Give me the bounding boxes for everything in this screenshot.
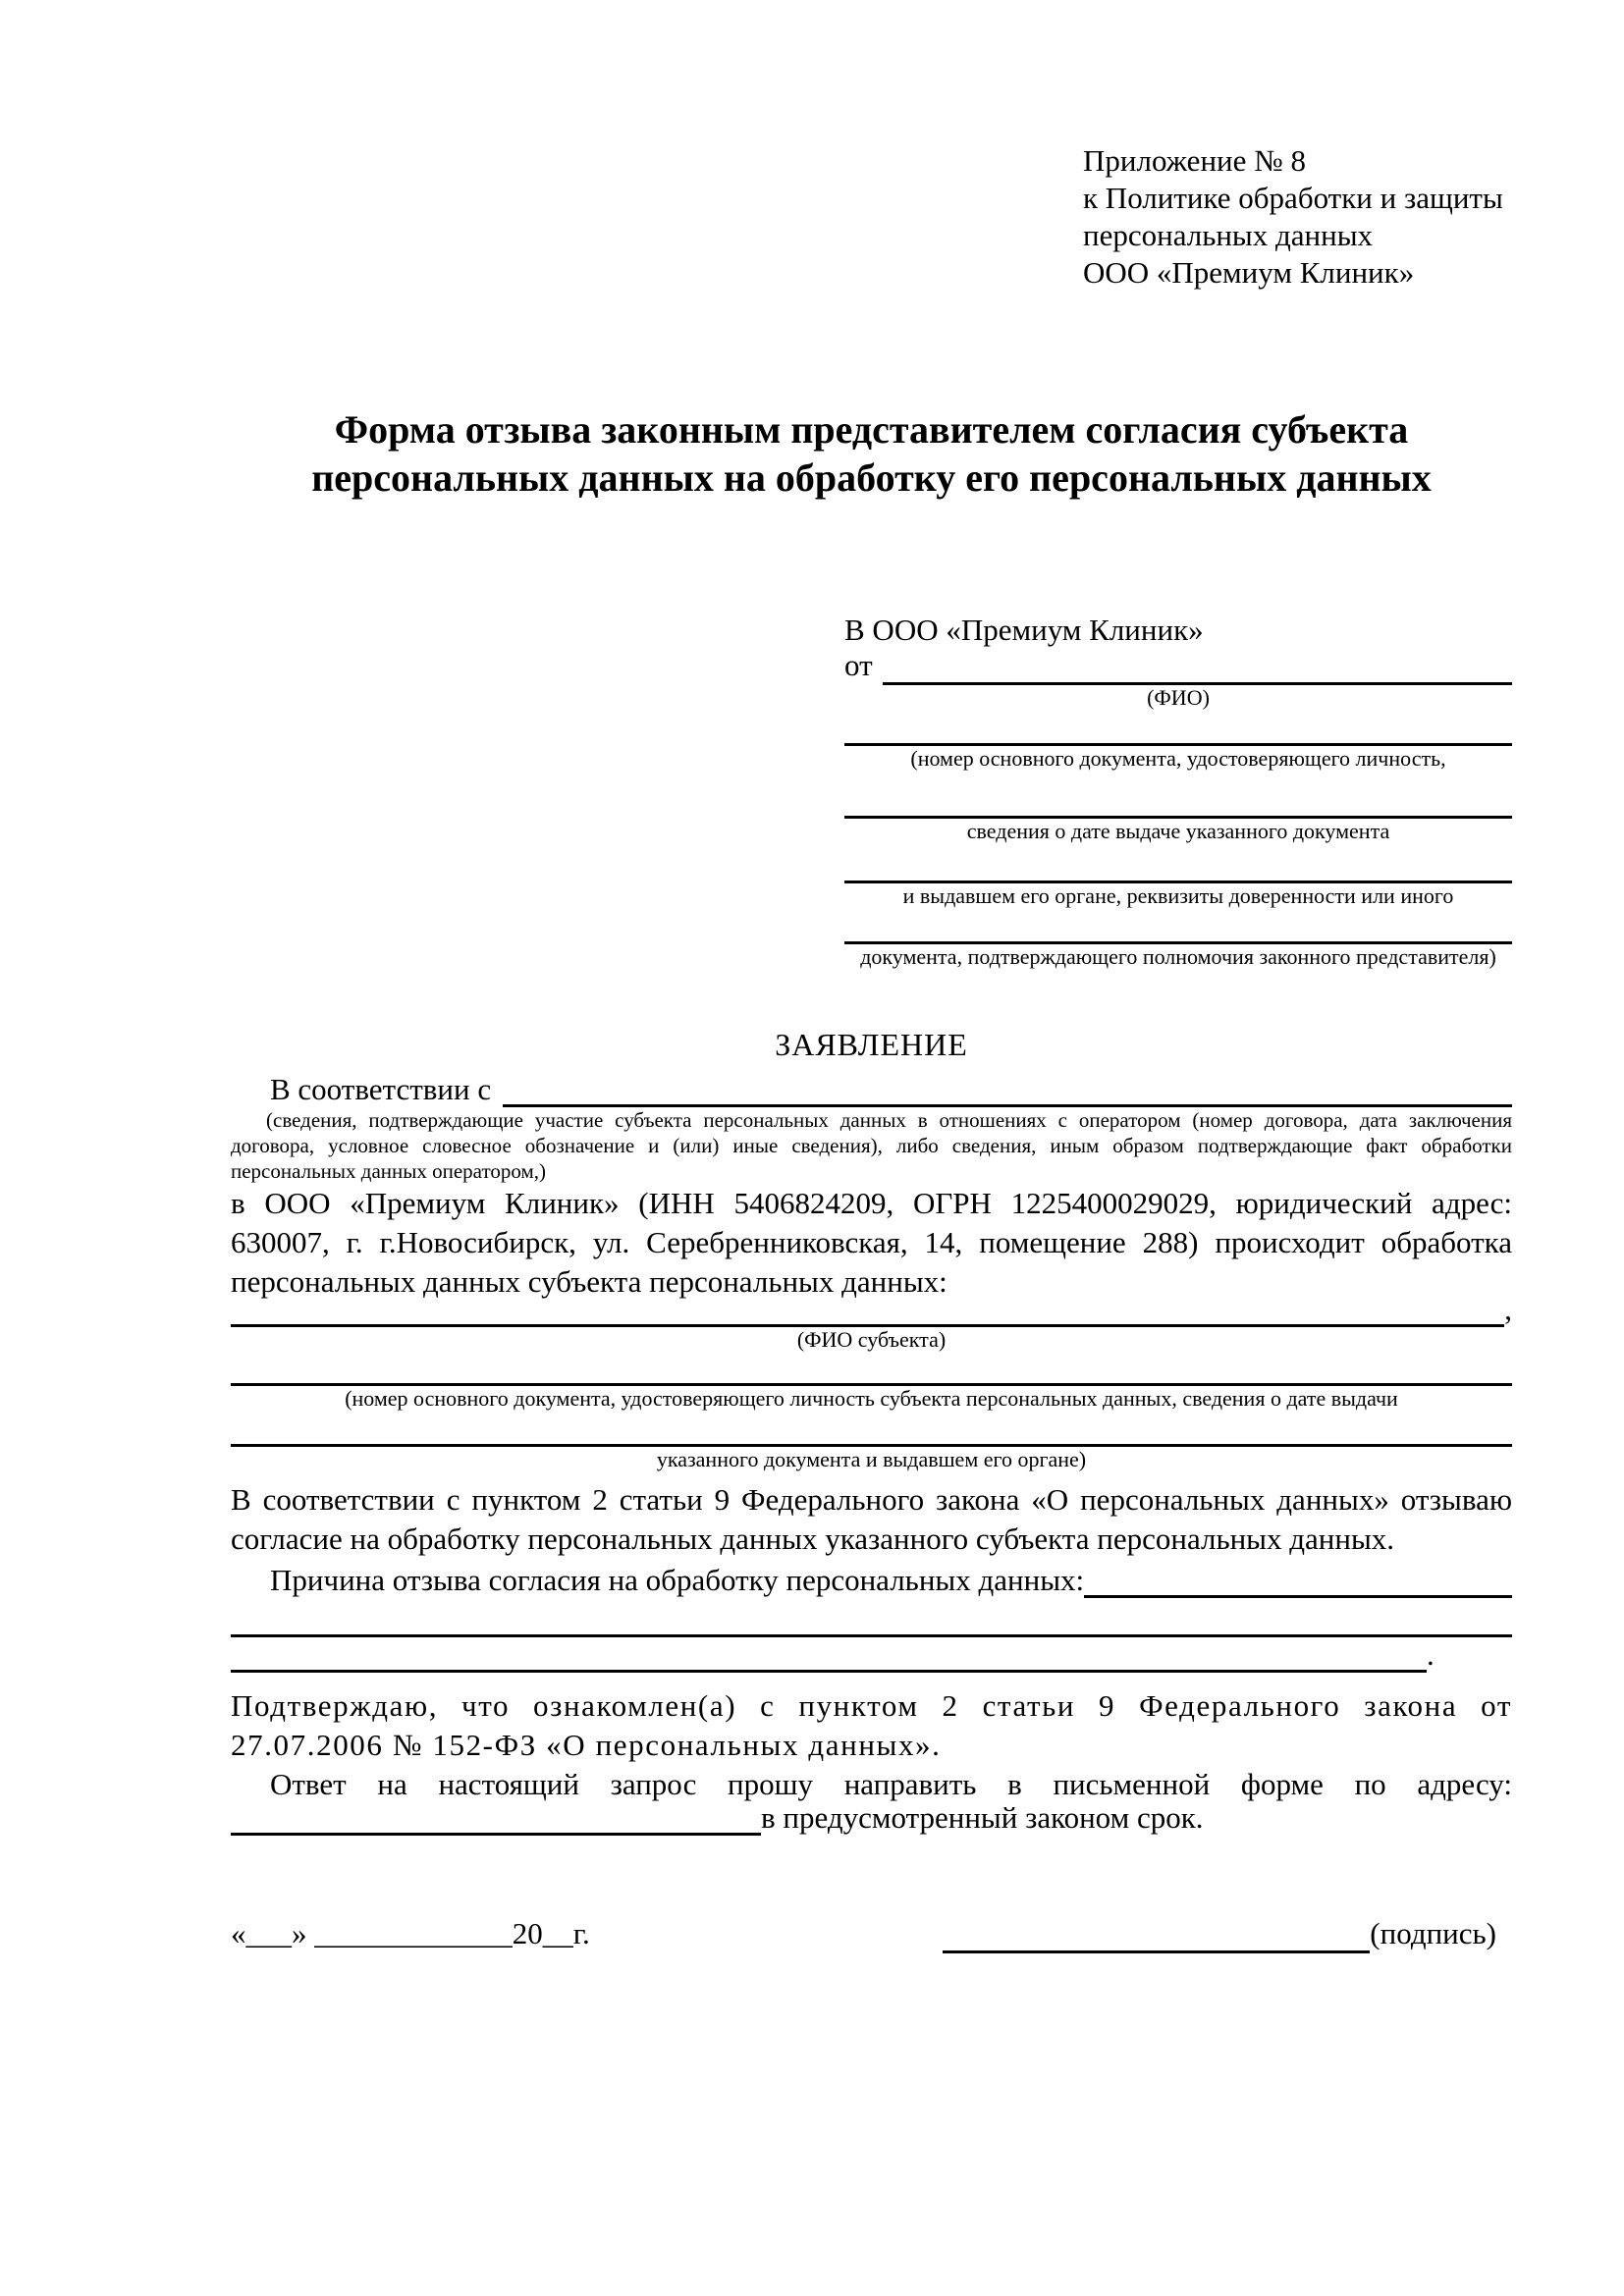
date-line: «___» _____________20__г. [231, 1916, 590, 1950]
appendix-line-1: Приложение № 8 [1083, 143, 1306, 178]
id-document-blank-field-3 [844, 858, 1512, 883]
id-document-blank-field-4 [844, 919, 1512, 944]
reply-request-paragraph: Ответ на настоящий запрос прошу направить в письменной форме по адресу: [270, 1767, 1512, 1801]
subject-doc-blank-field-2 [231, 1421, 1512, 1447]
subject-fio-comma: , [1504, 1292, 1512, 1326]
id-document-caption-2: сведения о дате выдаче указанного документа [966, 819, 1390, 843]
subject-fio-caption: (ФИО субъекта) [796, 1327, 947, 1352]
reply-address-row [231, 1800, 1512, 1836]
subject-doc-caption-1: (номер основного документа, удостоверяющего личность субъекта персональных данных, сведения о дате выдачи [345, 1386, 1398, 1411]
subject-fio-row [231, 1292, 1512, 1327]
withdrawal-paragraph: В соответствии с пунктом 2 статьи 9 Федерального закона «О персональных данных» отзываю согласие на обработку персональных данных указанного субъекта персональных данных. [231, 1482, 1512, 1556]
subject-doc-caption-2: указанного документа и выдавшем его органе) [656, 1447, 1087, 1471]
id-document-caption-1: (номер основного документа, удостоверяющего личность, [910, 746, 1446, 771]
recipient-block [844, 611, 1512, 970]
id-document-caption-3: и выдавшем его органе, реквизиты доверенности или иного [902, 883, 1454, 908]
reason-blank-field [1084, 1595, 1512, 1598]
accordance-label: В соответствии с [270, 1072, 492, 1106]
operator-paragraph: в ООО «Премиум Клиник» (ИНН 5406824209, ОГРН 1225400029029, юридический адрес: 630007, г. г.Новосибирск, ул. Серебренниковская, 14, помещение 288) происходит обработка персональных данных субъекта персональных данных: [231, 1186, 1512, 1299]
reason-extra-blank-field-1 [231, 1612, 1512, 1637]
signature-blank-field [943, 1924, 1370, 1953]
subject-doc-blank-field-1 [231, 1361, 1512, 1386]
appendix-line-4: ООО «Премиум Клиник» [1083, 255, 1415, 290]
appendix-line-2: к Политике обработки и защиты [1083, 181, 1503, 215]
reason-extra-row-2 [231, 1637, 1512, 1673]
confirmation-paragraph: Подтверждаю, что ознакомлен(а) с пунктом 2 статьи 9 Федерального закона от 27.07.2006 № 152-ФЗ «О персональных данных». [231, 1688, 1512, 1762]
fine-print-note: (сведения, подтверждающие участие субъекта персональных данных в отношениях с оператором (номер договора, дата заключения договора, условное словесное обозначение и (или) иные сведения), либо сведения, иным образом подтверждающие факт обработки персональных данных оператором,) [231, 1108, 1512, 1183]
reason-extra-blank-field-2 [231, 1647, 1427, 1673]
reason-period: . [1427, 1637, 1435, 1672]
reply-suffix: в предусмотренный законом срок. [761, 1800, 1204, 1835]
id-document-blank-field-1 [844, 717, 1512, 746]
from-row [844, 650, 1512, 685]
from-label: от [844, 648, 873, 682]
signature-caption: (подпись) [1370, 1916, 1496, 1950]
reason-row [231, 1559, 1512, 1598]
signature-group [943, 1914, 1496, 1953]
id-document-blank-field-2 [844, 793, 1512, 819]
appendix-note [1083, 142, 1512, 292]
reply-address-blank-field [231, 1804, 761, 1836]
statement-heading: ЗАЯВЛЕНИЕ [775, 1027, 968, 1062]
id-document-caption-4: документа, подтверждающего полномочия законного представителя) [860, 944, 1496, 969]
footer-row [231, 1914, 1512, 1953]
reason-label: Причина отзыва согласия на обработку персональных данных: [270, 1563, 1085, 1597]
appendix-line-3: персональных данных [1083, 218, 1374, 252]
accordance-row [231, 1068, 1512, 1107]
document-title: Форма отзыва законным представителем согласия субъекта персональных данных на обработку его персональных данных [311, 407, 1432, 500]
fio-caption: (ФИО) [1147, 685, 1210, 710]
recipient-organization: В ООО «Премиум Клиник» [844, 613, 1204, 647]
